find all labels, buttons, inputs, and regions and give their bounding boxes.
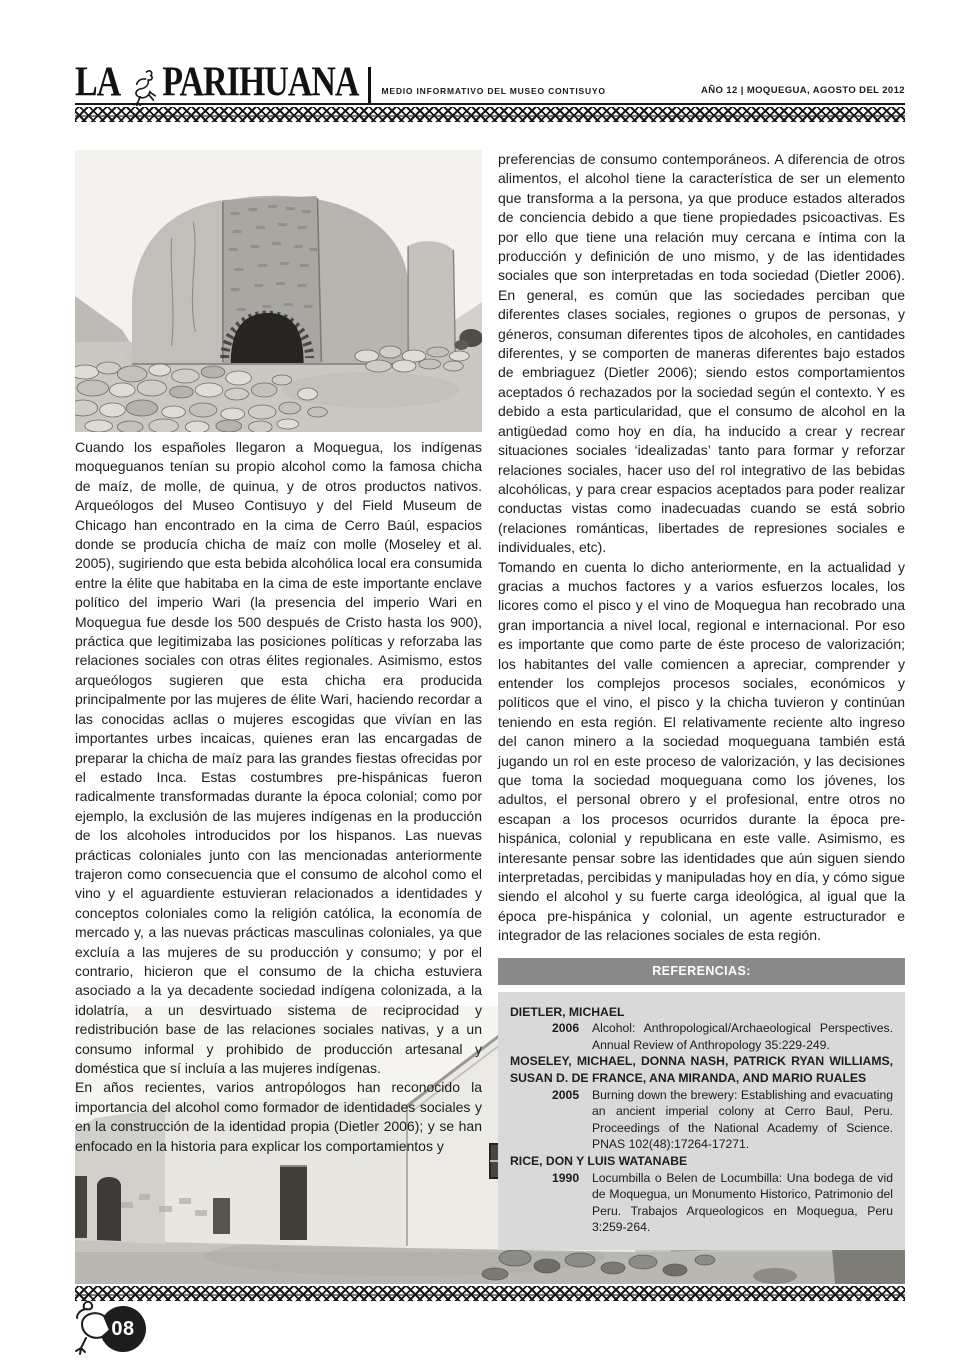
greca-border-bottom (75, 1286, 905, 1301)
masthead-issue-date: AÑO 12 | MOQUEGUA, AGOSTO DEL 2012 (700, 85, 905, 96)
masthead-title-la: LA (75, 59, 121, 106)
article-paragraph: En años recientes, varios antropólogos han reconocido la importancia del alcohol como formador de identidades sociales y en la construcción de la identidad propia (Dietler 2006); y se han enfocado en la historia para explicar los comportamientos y (75, 1079, 482, 1154)
reference-authors: MOSELEY, MICHAEL, DONNA NASH, PATRICK RYAN WILLIAMS, SUSAN D. DE FRANCE, ANA MIRANDA, AND MARIO RUALES (510, 1054, 893, 1086)
photo-wari-structure-graphic (75, 150, 482, 432)
article-column-right (498, 150, 905, 1250)
reference-text: Burning down the brewery: Establishing and evacuating an ancient imperial colony at Cerro Baul, Peru. Proceedings of the National Academy of Science. PNAS 102(48):17264-17271. (592, 1087, 893, 1152)
photo-wari-structure (75, 150, 482, 432)
reference-entry (510, 1153, 893, 1236)
reference-entry (510, 1004, 893, 1054)
referencias-heading: REFERENCIAS: (498, 958, 905, 985)
footer-mark (70, 1300, 180, 1362)
masthead-title-main: PARIHUANA (162, 59, 359, 106)
reference-authors: RICE, DON Y LUIS WATANABE (510, 1154, 688, 1168)
reference-year: 1990 (552, 1170, 580, 1185)
greca-border-top (75, 103, 905, 122)
reference-authors: DIETLER, MICHAEL (510, 1004, 625, 1019)
reference-entry (510, 1053, 893, 1153)
footer-bird-icon (70, 1300, 122, 1360)
masthead (75, 56, 905, 104)
reference-text: Alcohol: Anthropological/Archaeological Perspectives. Annual Review of Anthropology 35:229-249. (592, 1021, 893, 1052)
article-paragraph: preferencias de consumo contemporáneos. A diferencia de otros alimentos, el alcohol tiene la característica de ser un elemento que transforma a la persona, ya que produce estados alterados de conciencia debido a que tiene propiedades psicoactivas. Es por ello que tiene una relación muy cercana e íntima con la producción y definición de uno mismo, y de las identidades sociales que son interpretadas en toda sociedad (Dietler 2006). En general, es común que las sociedades perciban que diferentes clases sociales, regiones o grupos de personas, y géneros, consuman diferentes tipos de alcoholes, en cantidades diferentes, y se comporten de maneras diferentes bajo estados de embriaguez (Dietler 2006); siendo estos comportamientos aceptados ó rechazados por la sociedad según el contexto. Y es debido a esta particularidad, que el consumo de alcohol en la antigüedad como hoy en día, ha inducido a crear y recrear situaciones sociales ‘idealizadas’ tanto para formar y reforzar relaciones sociales, hacer uso del rol integrativo de las bebidas alcohólicas, y para crear espacios aceptados para poder realizar conductas vistas como inadecuadas cuando se está sobrio (relaciones románticas, libertades de represiones sociales e individuales, etc). (498, 151, 905, 556)
article-paragraph: Tomando en cuenta lo dicho anteriormente, en la actualidad y gracias a muchos factores y a varios esfuerzos locales, los licores como el pisco y el vino de Moquegua han recobrado una gran importancia a nivel local, regional e internacional. Por eso es importante que como parte de éste proceso de valorización; los habitantes del valle comiencen a apreciar, comprender y entender los complejos procesos sociales, económicos y políticos que el vino, el pisco y la chicha tuvieron y continúan teniendo en esta región. El relativamente reciente alto ingreso del canon minero a la sociedad moqueguana también está jugando un rol en este proceso de valorización, y las decisiones que toma la sociedad moqueguana como los jóvenes, los adultos, el personal obrero y el profesional, entre otros no escapan a los procesos ocurridos durante la época pre-hispánica, colonial y republicana en este valle. Asimismo, es interesante pensar sobre las identidades que aún siguen siendo interpretadas, percibidas y manipuladas hoy en día, y cómo sigue siendo el alcohol y su fuerte carga ideológica, al igual que la época pre-hispánica y colonial, un agente estructurador e integrador de las relaciones sociales de esta región. (498, 558, 906, 944)
page-number-badge: 08 (100, 1306, 146, 1352)
parihuana-bird-icon (127, 68, 157, 106)
masthead-subtitle: MEDIO INFORMATIVO DEL MUSEO CONTISUYO (381, 86, 606, 96)
reference-year: 2005 (552, 1087, 580, 1102)
masthead-divider (368, 67, 371, 103)
article-column-left (75, 150, 482, 1156)
references-box (498, 992, 905, 1250)
reference-year: 2006 (552, 1021, 580, 1036)
article-paragraph: Cuando los españoles llegaron a Moquegua, los indígenas moqueguanos tenían su propio alcohol como la famosa chicha de maíz, de molle, de quinua, y de otros productos nativos. Arqueólogos del Museo Contisuyo y del Field Museum de Chicago han encontrado en la cima de Cerro Baúl, espacios donde se producía chicha de maíz con molle (Moseley et al. 2005), sugiriendo que esta bebida alcohólica local era consumida entre la élite que habitaba en la cima de este importante enclave político del imperio Wari (la presencia del imperio Wari en Moquegua fue desde los 500 después de Cristo hasta los 900), práctica que legitimizaba las posiciones políticas y reforzaba las relaciones sociales con otras élites regionales. Asimismo, estos arqueólogos sugieren que esta chicha era producida principalmente por las mujeres de élite Wari, haciendo recordar a las conocidas acllas o mujeres escogidas que vivían en las importantes urbes incaicas, quienes eran las encargadas de preparar la chicha de maíz para las grandes fiestas ofrecidas por el estado Inca. Estas costumbres pre-hispánicas fueron radicalmente transformadas durante la época colonial; como por ejemplo, la exclusión de las mujeres indígenas en la producción de los alcoholes introducidos por los hispanos. Las nuevas prácticas coloniales junto con las mencionadas anteriormente trajeron como consecuencia que el consumo de alcohol como el vino y el aguardiente estuvieran relacionados a identidades y conceptos coloniales como la religión católica, la economía de mercado y, a las nuevas prácticas masculinas coloniales, ya que excluía a las mujeres de su producción y consumo; y por el contrario, hicieron que el consumo de la chicha estuviera asociado a la ya decadente sociedad indígena colonizada, a la idolatría, a un desvirtuado sistema de reciprocidad y redistribución base de las relaciones sociales nativas, y a un consumo informal y prohibido de producción artesanal y doméstica que sí incluía a las mujeres indígenas. (75, 439, 482, 1076)
reference-text: Locumbilla o Belen de Locumbilla: Una bodega de vid de Moquegua, un Monumento Historico, Patrimonio del Peru. Trabajos Arqueologicos en Moquegua, Peru 3:259-264. (592, 1170, 893, 1235)
